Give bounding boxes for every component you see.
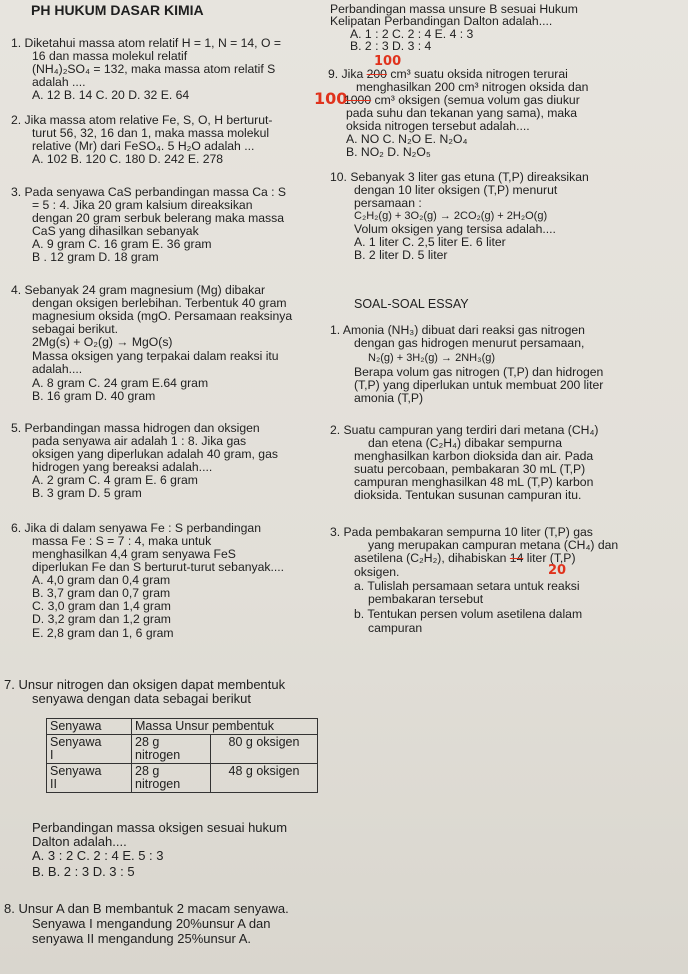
table-cell: Senyawa I <box>47 735 132 764</box>
essay2-line-1: 2. Suatu campuran yang terdiri dari metana (CH₄) <box>330 423 599 437</box>
essay3-line-4: oksigen. <box>354 565 400 579</box>
table-row <box>47 764 318 793</box>
page-title: PH HUKUM DASAR KIMIA <box>31 2 204 18</box>
essay3-b-line-1: b. Tentukan persen volum asetilena dalam <box>354 607 583 621</box>
q7-line-1: 7. Unsur nitrogen dan oksigen dapat membentuk <box>4 677 286 692</box>
q2-options: A. 102 B. 120 C. 180 D. 242 E. 278 <box>32 152 224 166</box>
q4-line-4: sebagai berikut. <box>32 322 119 336</box>
q3-line-4: CaS yang dihasilkan sebanyak <box>32 224 199 238</box>
q7-options-1: A. 3 : 2 C. 2 : 4 E. 5 : 3 <box>32 848 164 863</box>
q1-line-3: (NH₄)₂SO₄ = 132, maka massa atom relatif S <box>32 62 276 76</box>
table-header-row <box>47 719 318 735</box>
q7-line-3: Perbandingan massa oksigen sesuai hukum <box>32 820 288 835</box>
q1-line-2: 16 dan massa molekul relatif <box>32 49 188 63</box>
q10-line-3: persamaan : <box>354 196 422 210</box>
essay2-line-4: suatu percobaan, pembakaran 30 mL (T,P) <box>354 462 586 476</box>
essay2-line-5: campuran menghasilkan 48 mL (T,P) karbon <box>354 475 594 489</box>
table-header-cell: Senyawa <box>47 719 132 735</box>
q9-options-1: A. NO C. N₂O E. N₂O₄ <box>346 132 468 146</box>
q7-line-4: Dalton adalah.... <box>32 834 127 849</box>
q9-line-1: 9. Jika 200 cm³ suatu oksida nitrogen terurai <box>328 67 568 81</box>
q7-data-table <box>46 718 318 793</box>
essay1-line-1: 1. Amonia (NH₃) dibuat dari reaksi gas nitrogen <box>330 323 585 337</box>
q4-line-1: 4. Sebanyak 24 gram magnesium (Mg) dibakar <box>11 283 266 297</box>
essay2-line-6: dioksida. Tentukan susunan campuran itu. <box>354 488 582 502</box>
intro-line-1: Perbandingan massa unsure B sesuai Hukum <box>330 2 578 16</box>
q6-line-1: 6. Jika di dalam senyawa Fe : S perbandingan <box>11 521 261 535</box>
q3-line-1: 3. Pada senyawa CaS perbandingan massa Ca : S <box>11 185 287 199</box>
q6-option-e: E. 2,8 gram dan 1, 6 gram <box>32 626 174 640</box>
essay3-b-line-2: campuran <box>368 621 423 635</box>
q6-option-a: A. 4,0 gram dan 0,4 gram <box>32 573 171 587</box>
q2-line-1: 2. Jika massa atom relative Fe, S, O, H berturut- <box>11 113 273 127</box>
q4-line-7: adalah.... <box>32 362 83 376</box>
q6-line-2: massa Fe : S = 7 : 4, maka untuk <box>32 534 212 548</box>
essay1-line-2: dengan gas hidrogen menurut persamaan, <box>354 336 585 350</box>
essay3-a-line-1: a. Tulislah persamaan setara untuk reaksi <box>354 579 580 593</box>
q9-line-5: oksida nitrogen tersebut adalah.... <box>346 119 530 133</box>
essay2-line-2: dan etena (C₂H₄) dibakar sempurna <box>368 436 562 450</box>
table-cell: 28 g nitrogen <box>132 764 211 793</box>
q1-line-1: 1. Diketahui massa atom relatif H = 1, N = 14, O = <box>11 36 281 50</box>
q5-options-2: B. 3 gram D. 5 gram <box>32 486 142 500</box>
intro-line-2: Kelipatan Perbandingan Dalton adalah.... <box>330 14 553 28</box>
q10-line-5: Volum oksigen yang tersisa adalah.... <box>354 222 556 236</box>
q3-line-2: = 5 : 4. Jika 20 gram kalsium direaksikan <box>32 198 253 212</box>
q3-options-1: A. 9 gram C. 16 gram E. 36 gram <box>32 237 212 251</box>
q6-line-4: diperlukan Fe dan S berturut-turut sebanyak.... <box>32 560 285 574</box>
intro-options-1: A. 1 : 2 C. 2 : 4 E. 4 : 3 <box>350 27 474 41</box>
q4-equation: 2Mg(s) + O₂(g) → MgO(s) <box>32 335 173 349</box>
q9-line-3: 1000 cm³ oksigen (semua volum gas diukur <box>344 93 580 107</box>
essay-title: SOAL-SOAL ESSAY <box>354 297 469 311</box>
q7-options-2: B. B. 2 : 3 D. 3 : 5 <box>32 864 135 879</box>
q7-line-2: senyawa dengan data sebagai berikut <box>32 691 251 706</box>
q3-line-3: dengan 20 gram serbuk belerang maka massa <box>32 211 285 225</box>
q6-option-d: D. 3,2 gram dan 1,2 gram <box>32 612 171 626</box>
q10-options-2: B. 2 liter D. 5 liter <box>354 248 448 262</box>
q9-line-4: pada suhu dan tekanan yang sama), maka <box>346 106 578 120</box>
q9-options-2: B. NO₂ D. N₂O₅ <box>346 145 431 159</box>
table-cell: 80 g oksigen <box>211 735 318 764</box>
q4-line-6: Massa oksigen yang terpakai dalam reaksi itu <box>32 349 279 363</box>
q5-line-1: 5. Perbandingan massa hidrogen dan oksigen <box>11 421 260 435</box>
essay3-a-line-2: pembakaran tersebut <box>368 592 484 606</box>
essay2-line-3: menghasilkan karbon dioksida dan air. Pada <box>354 449 594 463</box>
essay3-line-2: yang merupakan campuran metana (CH₄) dan <box>368 538 619 552</box>
handwritten-note: 20 <box>548 563 567 578</box>
q8-line-1: 8. Unsur A dan B membantuk 2 macam senyawa. <box>4 901 289 916</box>
intro-options-2: B. 2 : 3 D. 3 : 4 <box>350 39 432 53</box>
q2-line-3: relative (Mr) dari FeSO₄. 5 H₂O adalah ... <box>32 139 255 153</box>
essay1-line-4: Berapa volum gas nitrogen (T,P) dan hidrogen <box>354 365 604 379</box>
q8-line-3: senyawa II mengandung 25%unsur A. <box>32 931 251 946</box>
q3-options-2: B . 12 gram D. 18 gram <box>32 250 159 264</box>
q1-options: A. 12 B. 14 C. 20 D. 32 E. 64 <box>32 88 190 102</box>
essay1-equation: N₂(g) + 3H₂(g) → 2NH₃(g) <box>368 352 496 364</box>
q8-line-2: Senyawa I mengandung 20%unsur A dan <box>32 916 271 931</box>
q9-line-2: menghasilkan 200 cm³ nitrogen oksida dan <box>356 80 589 94</box>
q5-options-1: A. 2 gram C. 4 gram E. 6 gram <box>32 473 198 487</box>
q10-equation: C₂H₂(g) + 3O₂(g) → 2CO₂(g) + 2H₂O(g) <box>354 210 548 222</box>
q5-line-3: oksigen yang diperlukan adalah 40 gram, gas <box>32 447 278 461</box>
essay1-line-6: amonia (T,P) <box>354 391 424 405</box>
table-cell: 48 g oksigen <box>211 764 318 793</box>
q2-line-2: turut 56, 32, 16 dan 1, maka massa molekul <box>32 126 270 140</box>
q4-options-2: B. 16 gram D. 40 gram <box>32 389 156 403</box>
table-cell: 28 g nitrogen <box>132 735 211 764</box>
q6-option-c: C. 3,0 gram dan 1,4 gram <box>32 599 171 613</box>
essay3-line-3: asetilena (C₂H₂), dihabiskan 14 liter (T,P) <box>354 551 576 565</box>
q6-line-3: menghasilkan 4,4 gram senyawa FeS <box>32 547 236 561</box>
table-cell: Senyawa II <box>47 764 132 793</box>
q4-options-1: A. 8 gram C. 24 gram E.64 gram <box>32 376 209 390</box>
q5-line-4: hidrogen yang bereaksi adalah.... <box>32 460 213 474</box>
handwritten-note: 100 <box>374 54 402 69</box>
q10-options-1: A. 1 liter C. 2,5 liter E. 6 liter <box>354 235 506 249</box>
table-row <box>47 735 318 764</box>
q4-line-3: magnesium oksida (mgO. Persamaan reaksinya <box>32 309 293 323</box>
q10-line-2: dengan 10 liter oksigen (T,P) menurut <box>354 183 558 197</box>
q10-line-1: 10. Sebanyak 3 liter gas etuna (T,P) direaksikan <box>330 170 589 184</box>
table-header-cell: Massa Unsur pembentuk <box>132 719 318 735</box>
handwritten-note: 100 <box>314 89 348 108</box>
q4-line-2: dengan oksigen berlebihan. Terbentuk 40 gram <box>32 296 287 310</box>
q5-line-2: pada senyawa air adalah 1 : 8. Jika gas <box>32 434 247 448</box>
essay1-line-5: (T,P) yang diperlukan untuk membuat 200 liter <box>354 378 604 392</box>
q6-option-b: B. 3,7 gram dan 0,7 gram <box>32 586 171 600</box>
q1-line-4: adalah .... <box>32 75 86 89</box>
essay3-line-1: 3. Pada pembakaran sempurna 10 liter (T,P) gas <box>330 525 593 539</box>
